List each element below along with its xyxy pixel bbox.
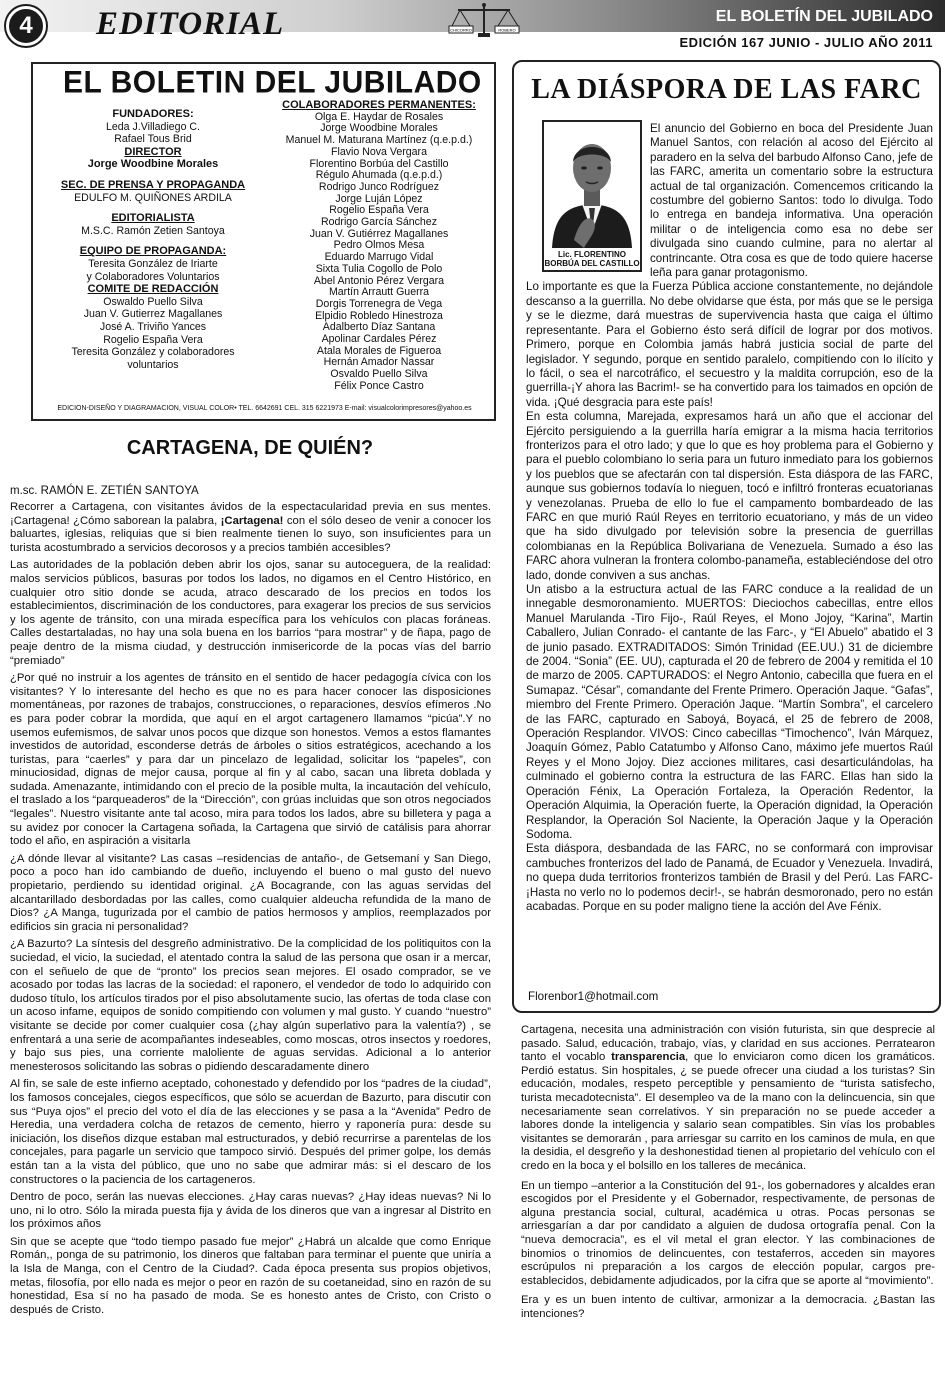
committee-heading: COMITE DE REDACCIÓN: [87, 283, 219, 296]
article-paragraph: Era y es un buen intento de cultivar, armonizar a la democracia. ¿Bastan las intenciones?: [521, 1294, 935, 1320]
masthead-box: [31, 62, 496, 421]
collaborator: Abel Antonio Pérez Vergara: [313, 274, 445, 287]
propaganda-member: Teresita González de Iriarte: [88, 257, 218, 270]
committee-member: Teresita González y colaboradores: [71, 346, 235, 359]
article-paragraph: Recorrer a Cartagena, con visitantes ávidos de la espectacularidad previa en sus mentes. ¡Cartagena! ¿Cómo saborean la palabra, ¡Cartagena! con el sólo deseo de venir a conocer los baluartes, iglesias, reliquias que si bien realmente tienen lo suyo, son insuficientes para un turista acostumbrado a servicios decorosos y a precios también accesibles?: [10, 501, 491, 554]
masthead-title: EL BOLETIN DEL JUBILADO: [63, 65, 482, 100]
committee-member: voluntarios: [127, 358, 179, 371]
press-name: EDULFO M. QUIÑONES ARDILA: [74, 191, 232, 204]
director-heading: DIRECTOR: [124, 145, 182, 158]
article-paragraph: Sin que se acepte que “todo tiempo pasado fue mejor” ¿Habrá un alcalde que como Enrique Román,, ponga de su patrimonio, los dineros que faltaban para terminar el puente que uniría a la Isla de Manga, con el Centro de la Ciudad?. Cada época presenta sus propios objetivos, metas, filosofía, por ello nada es mejor o peor en razón de su coetaneidad, sino en razón de su honestidad, Esa sí no ha pasado de moda. Se es honesto antes de Cristo, con Cristo o después de Cristo.: [10, 1235, 491, 1316]
article-paragraph: Las autoridades de la población deben abrir los ojos, sanar su autoceguera, de la realidad: malos servicios públicos, basuras por todos los lados, no digamos en el Centro Histórico, en cualquier otro sitio donde se acuda, atraco descarado de los precios en todos los establecimientos, discriminación de los conductores, para exagerar los precios de sus servicios y los agente de tránsito, con una mirada específica para los vehículos con placas foráneas. Calles destartaladas, no hay una sola buena en los barrios “para mostrar” y de ñapa, pago de peaje dentro de la misma ciudad, y destrucción inmisericorde de la pocas vías del barrio “premiado”: [10, 559, 491, 667]
photo-caption: Lic. FLORENTINO BORBÚA DEL CASTILLO: [544, 250, 640, 268]
propaganda-heading: EQUIPO DE PROPAGANDA:: [79, 245, 227, 258]
masthead-left-column: [43, 108, 263, 371]
collaborator: Hernán Amador Nassar: [323, 356, 435, 369]
committee-member: José A. Triviño Yances: [99, 320, 207, 333]
editorialist-heading: EDITORIALISTA: [111, 212, 195, 225]
collaborator: Atala Morales de Figueroa: [316, 344, 442, 357]
article-continuation: [521, 1024, 935, 1364]
collaborator: Rodrigo García Sánchez: [320, 216, 437, 229]
article-paragraph: Dentro de poco, serán las nuevas elecciones. ¿Hay caras nuevas? ¿Hay ideas nuevas? Ni lo uno, ni lo otro. Sólo la mirada puesta fija y ávida de los dineros que van a ingresar al Distrito en los próximos años: [10, 1191, 491, 1231]
collaborator: Pedro Olmos Mesa: [333, 239, 425, 252]
press-heading: SEC. DE PRENSA Y PROPAGANDA: [60, 178, 246, 191]
scale-right-label: ROBERO: [498, 27, 516, 33]
collaborator: Elpidio Robledo Hinestroza: [315, 309, 443, 322]
farc-article-box: [512, 60, 941, 1013]
founders-heading: FUNDADORES:: [112, 108, 194, 120]
article-paragraph: En esta columna, Marejada, expresamos hará un año que el accionar del Ejército persiguiendo a la guerrilla haría emigrar a la misma hacia territorios fronterizos para el otro lado; y que lo que es hoy problema para el Gobierno y para el pueblo colombiano lo seria para un futuro inmediato para los gobiernos y los pueblos que se afectarán con tal dispersión. Esta diáspora de las FARC, aunque sus gobiernos todavía lo nieguen, tocó e infiltró fronteras ecuatorianas y venezolanas. Prueba de ello lo fue el campamento bombardeado de las FARC en que murió Raúl Reyes en territorio ecuatoriano, y más de un video que ha sido divulgado por televisión sobre la presencia de guerrillas colombianas en la República Bolivariana de Venezuela. Sumado a éso las FARC ahora vulneran la frontera colombo-panameña, estableciéndose del otro lado, donde conviven a sus anchas.: [526, 410, 933, 582]
article-paragraph: Al fin, se sale de este infierno aceptado, cohonestado y defendido por los “padres de la ciudad”, los famosos concejales, ciegos específicos, que sólo se acuerdan de Bazurto, para discutir con sus “Puya ojos” el precio del voto el día de las elecciones y se pasa a la “Avenida” Pedro de Heredia, una verdadera colcha de retazos de cemento, hierro y raponería pura: desde su iniciación, los diseños dizque estaban mal estructurados, y debió recurrirse a parentelas de los concejales, para pagarle un servicio que tampoco sirvió. Después del primer golpe, los demás están tan a la vista del público, que uno no sabe que admirar más: si el descaro de los constructores o la paciencia de los cartageneros.: [10, 1078, 491, 1186]
collaborator: Jorge Woodbine Morales: [320, 122, 438, 135]
article-author: m.sc. RAMÓN E. ZETIÉN SANTOYA: [10, 485, 199, 497]
article-paragraph: Lo importante es que la Fuerza Pública accione constantemente, no dejándole descanso a la guerrilla. No debe olvidarse que ésta, por más que se le persiga y se le diezme, dará muestras de supervivencia hasta que caiga el último representante. Para el Gobierno ésto será difícil de lograr por dos motivos. Primero, porque en Colombia jamás habrá justicia social de parte del legislador. Y segundo, porque en sentido paralelo, compitiendo con lo ilícito y lo fácil, o sea el narcotráfico, el secuestro y la maldita corrupción, eso de la guerrilla-¡Y ahora las Bacrim!- se ha convertido para los taimados en opción de vida. ¡Qué desgracia para este país!: [526, 280, 933, 409]
author-email: Florenbor1@hotmail.com: [528, 990, 659, 1003]
editorialist-name: M.S.C. Ramón Zetien Santoya: [81, 224, 225, 237]
collaborator: Adalberto Díaz Santana: [322, 321, 436, 334]
collaborator: Flavio Nova Vergara: [331, 145, 427, 158]
article-paragraph: ¿Por qué no instruir a los agentes de tránsito en el sentido de hacer pedagogía cívica con los visitantes? Y lo interesante del hecho es que no es para hacer conocer las disposiciones momentáneas, por razones de trabajos, construcciones, o reparaciones, desvíos efímeros .No es para poder cobrar la mordida, que aquí en el argot cartagenero llamamos “picúa”.Y no usemos eufemismos, de salvar unos pocos que dizque son honestos. Vemos a estos flamantes investidos de autoridad, esconderse detrás de árboles o sitios estratégicos, acechando a los turistas, para “caerles” y para dar un pincelazo de legalidad, solicitar los “papeles”, con minuciosidad, dignas de mejor causa, porque al fin y al cabo, sacan una libreta doblada y sudada. Amenazante, intimidando con el precio de la posible multa, la incautación del vehículo, el traslado a los “parqueaderos” de la “Dirección”, con grúas incluidas que son otros negociados “legales”. Nuestro visitante ante tal acoso, mira para todos los lados, abre su billetera y paga a su avidez por conocer la Cartagena soñada, la Cartagena que sirvió de catálisis para ahorrar todo el año, en aspiración a visitarla: [10, 672, 491, 848]
collaborator: Martín Arrautt Guerra: [328, 286, 430, 299]
collaborator: Jorge Luján López: [335, 192, 423, 205]
committee-member: Rogelio España Vera: [103, 333, 203, 346]
masthead-right-column: [268, 100, 490, 393]
collaborator: Olga E. Haydar de Rosales: [314, 110, 444, 123]
propaganda-member: y Colaboradores Voluntarios: [86, 270, 220, 283]
collaborator: Rogelio España Vera: [329, 204, 429, 217]
publication-name: EL BOLETÍN DEL JUBILADO: [715, 8, 933, 25]
committee-member: Oswaldo Puello Silva: [103, 295, 203, 308]
founder: Rafael Tous Brid: [114, 133, 192, 146]
article-title: CARTAGENA, DE QUIÉN?: [126, 437, 374, 459]
article-paragraph: En un tiempo –anterior a la Constitución del 91-, los gobernadores y alcaldes eran escogidos por el Presidente y el Gobernador, respectivamente, de personas de alguna prestancia social, cultural, académica u otras. Pocas personas se arriesgarían a dar por candidato a alguien de dudosa ortografía penal. Con la “nueva democracia”, es el vil metal el gran elector. Y las combinaciones de binomios o trinomios de delincuentes, con testaferros, acceden sin mayores escrúpulos ni preparación a los cargos de elección popular, cargos pre-establecidos, debidamente adjudicados, por la cifra que se aporte al “movimiento”.: [521, 1179, 935, 1287]
collaborator: Juan V. Gutiérrez Magallanes: [309, 227, 449, 240]
emphasis: ¡Cartagena!: [220, 514, 284, 527]
farc-article-title: LA DIÁSPORA DE LAS FARC: [531, 74, 922, 105]
collaborator: Félix Ponce Castro: [334, 379, 424, 392]
collaborator: Osvaldo Puello Silva: [330, 368, 428, 381]
page-header: [0, 0, 945, 52]
scale-left-label: CHICORRO: [450, 27, 472, 33]
committee-member: Juan V. Gutierrez Magallanes: [83, 308, 223, 321]
collaborator: Rodrigo Junco Rodríguez: [318, 180, 440, 193]
director-name: Jorge Woodbine Morales: [87, 158, 219, 171]
collaborator: Eduardo Marrugo Vidal: [324, 251, 434, 264]
article-paragraph: ¿A dónde llevar al visitante? Las casas –residencias de antaño-, de Getsemaní y San Diego, poco a poco han ido cambiando de dueño, incluyendo el bueno o mal gusto del nuevo propietario, perdiendo su identidad original. ¿A Bocagrande, con las aguas servidas del alcantarillado desbordadas por las calles, como cualquier aldeucha refundida de la mano de Dios? ¿A Manga, tugurizada por el cambio de patios hermosos y amplios, reemplazados por edificios sin gracia ni personalidad?: [10, 852, 491, 933]
article-paragraph: Un atisbo a la estructura actual de las FARC conduce a la realidad de un innegable desmoronamiento. MUERTOS: Dieciochos cabecillas, entre ellos Manuel Marulanda -Tiro Fijo-, Raúl Reyes, el Mono Jojoy, “Karina”, Martin Caballero, Julian Conrado- el cantante de las Farc-, y “El Abuelo” abatido el 3 de junio pasado. EXTRADITADOS: Simón Trinidad (EE.UU.) 31 de diciembre de 2004. “Sonia” (EE. UU), capturada el 20 de febrero de 2004 y remitida el 10 de marzo de 2005. CAPTURADOS: el Negro Antonio, cabecilla que fuera en el Sumapaz. “César”, comandante del Frente Primero. Operación Jaque. “Gafas”, miembro del Frente Primero. Operación Jaque. “Martín Sombra”, el carcelero de las FARC, capturado en Saboyá, Boyacá, el 25 de febrero de 2008, Operación Resplandor. VIVOS: Cinco cabecillas “Timochenco”, Iván Márquez, Joaquín Gómez, Pablo Catatumbo y Alfonso Cano, máximo jefe muertos Raúl Reyes y el Mono Jojoy. Diez acciones militares, casi desarticulándolas, ha culminado el gobierno contra la estructura de las FARC. Ellas han sido la Operación Fénix, La Operación Fortaleza, la Operación Redentor, la Operación Alquimia, la Operación fuerte, la Operación dignidad, la Operación Resplandor, la Operación Sol Naciente, la Operación Jaque y la Operación Sodoma.: [526, 583, 933, 841]
collaborator: Apolinar Cardales Pérez: [321, 333, 437, 346]
article-paragraph: Cartagena, necesita una administración con visión futurista, sin que desprecie al pasado. Salud, educación, trabajo, vías, y claridad en sus acciones. Perratearon tanto el vocablo transparencia, que lo enviciaron como dicen los gramáticos. Perdió estatus. Sin hospitales, ¿ se puede ofrecer una ciudad a los turistas? Sin educación, modales, respeto perceptible y pensamiento de “turista satisfecho, turista mecadotecnista”. El desempleo va de la mano con la delincuencia, sin que necesariamente sean correlativos. Y sin preparación no se puede acceder a labores donde la inteligencia y salario sean compatibles. Sin vías los probables visitantes se demorarán , para arriesgar su carrito en los caminos de mula, en que la desidia, el desgreño y la deshonestidad tienen al propietario del vehículo con el credo en la boca y el bolsillo en los talleres de mecánica.: [521, 1024, 935, 1172]
collaborators-heading: COLABORADORES PERMANENTES:: [282, 99, 476, 111]
design-credit: EDICION-DISEÑO Y DIAGRAMACION, VISUAL COLOR• TEL. 6642691 CEL. 315 6221973 E-mail: visualcolorimpresores@yahoo.es: [57, 405, 472, 412]
article-paragraph: El anuncio del Gobierno en boca del Presidente Juan Manuel Santos, con relación al acoso del Ejército al paradero en la selva del barbudo Alfonso Cano, jefe de las FARC, amerita un comentario sobre la estructura actual de tal organización. Comencemos criticando la costumbre del gobierno Santos: todo lo divulga. Todo lo entrega en bandeja informativa. Una operación militar o de inteligencia como esa no debe ser divulgada sino cuando culmine, para no alertar al contrincante. Otra cosa es que de todo quiere hacerse leña para ganar protagonismo.: [650, 122, 933, 280]
article-body: [10, 501, 491, 1381]
article-paragraph: Esta diáspora, desbandada de las FARC, no se conformará con improvisar cambuches fronterizos del lado de Panamá, de Ecuador y Venezuela. Invadirá, no quepa duda territorios fronterizos también de Brasil y del Perú. Las FARC- ¡Hasta no verlo no lo podemos decir!-, se habrán desmoronado, pero no están acabadas. Porque en su poder maligno tiene la acción del Ave Fénix.: [526, 842, 933, 913]
founder: Leda J.Villadiego C.: [105, 120, 201, 133]
section-title: EDITORIAL: [96, 6, 285, 42]
farc-article-body: [526, 112, 933, 914]
emphasis: transparencia: [611, 1051, 686, 1064]
collaborator: Manuel M. Maturana Martínez (q.e.p.d.): [285, 134, 473, 147]
article-paragraph: ¿A Bazurto? La síntesis del desgreño administrativo. De la complicidad de los politiquitos con la suciedad, el vicio, la suciedad, el atentado contra la salud de las persona que osan ir a mercar, con el señuelo de que de “pronto” los precios sean mejores. El osado comprador, se ve acosado por todas las lacras de la sociedad: el raponero, el vendedor de todo lo adquirido con dudoso título, los artículos tirados por el piso absolutamente sucio, las ofertas de toda clase con un acoso infame, equipos de sonido compitiendo con volumen y mal gusto. Y cuando “nuestro” visitante se decide por comer cualquier cosa (¿hay algún superlativo para la valentía?) , se enfrentará a una serie de acompañantes indeseables, como moscas, otros insectos y roedores, y bajo sus pies, una corriente maloliente de aguas servidas. Adicional a lo anterior menesterosos solicitando las sobras o pidiendo descaradamente dinero: [10, 938, 491, 1073]
scales-of-justice-icon: [448, 2, 520, 38]
collaborator: Florentino Borbúa del Castillo: [309, 157, 449, 170]
collaborator: Dorgis Torrenegra de Vega: [315, 297, 443, 310]
page-number: 4: [6, 6, 46, 46]
collaborator: Sixta Tulia Cogollo de Polo: [315, 262, 443, 275]
edition-info: EDICIÓN 167 JUNIO - JULIO AÑO 2011: [679, 35, 933, 50]
collaborator: Régulo Ahumada (q.e.p.d.): [315, 169, 443, 182]
